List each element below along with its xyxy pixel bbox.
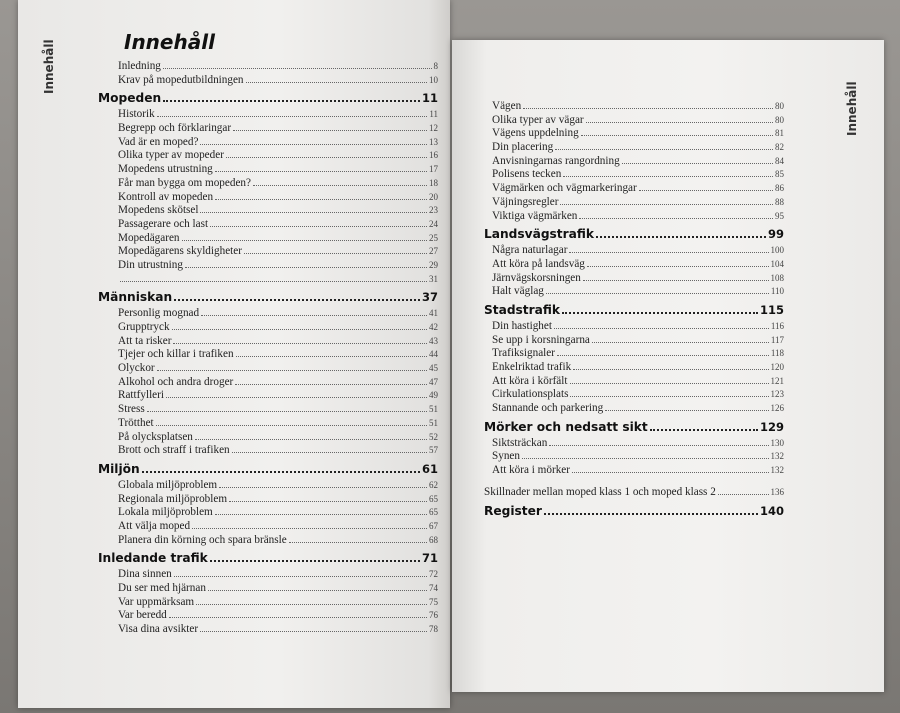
toc-entry (98, 122, 438, 136)
toc-page-number: 11 (421, 91, 438, 106)
toc-entry-label: Skillnader mellan moped klass 1 och moped klass 2 (484, 485, 716, 498)
toc-entry-label: Dina sinnen (118, 568, 172, 581)
dot-leader (581, 135, 773, 136)
toc-entry-label: Mörker och nedsatt sikt (484, 419, 648, 434)
toc-entry (484, 437, 784, 451)
toc-entry-label: Rattfylleri (118, 389, 164, 402)
toc-entry-label: Din utrustning (118, 258, 183, 271)
toc-page-number: 140 (759, 503, 784, 518)
dot-leader (622, 163, 773, 164)
dot-leader (210, 560, 420, 562)
toc-page-number: 74 (429, 583, 438, 593)
toc-entry-label: Mopedägarens skyldigheter (118, 245, 242, 258)
dot-leader (639, 190, 773, 191)
toc-entry-label: Väjningsregler (492, 195, 559, 208)
dot-leader (208, 590, 427, 591)
dot-leader (523, 108, 773, 109)
toc-entry (98, 232, 438, 246)
toc-entry-label: Landsvägstrafik (484, 227, 594, 242)
dot-leader (210, 226, 427, 227)
dot-leader (522, 458, 769, 459)
toc-entry-label: Register (484, 503, 542, 518)
toc-entry (98, 245, 438, 259)
dot-leader (289, 542, 427, 543)
toc-entry (98, 259, 438, 273)
toc-entry-label: Stannande och parkering (492, 402, 604, 415)
toc-entry-label: Inledande trafik (98, 551, 208, 566)
toc-entry (484, 320, 784, 334)
toc-page-number: 75 (429, 596, 438, 607)
toc-entry-label: Vägmärken och vägmarkeringar (492, 182, 637, 195)
toc-entry-label: Människan (98, 290, 173, 305)
toc-entry-label: Planera din körning och spara bränsle (118, 533, 287, 546)
toc-entry-label: Stress (118, 403, 145, 416)
toc-entry-label: Vägen (492, 100, 522, 112)
toc-page-number: 25 (429, 232, 438, 243)
dot-leader (562, 312, 758, 314)
toc-entry (484, 285, 784, 299)
dot-leader (555, 149, 773, 150)
toc-entry (484, 114, 784, 128)
toc-entry (484, 388, 784, 402)
toc-page-number: 13 (429, 136, 438, 147)
toc-entry (98, 204, 438, 218)
toc-entry-label: Inledning (118, 60, 161, 72)
dot-leader (169, 617, 427, 618)
toc-page-number: 62 (429, 479, 438, 490)
toc-entry (98, 177, 438, 191)
toc-entry-label: Synen (492, 450, 520, 463)
toc-entry (98, 479, 438, 493)
toc-entry (484, 334, 784, 348)
toc-entry (484, 168, 784, 182)
toc-entry (98, 362, 438, 376)
toc-page-number: 100 (770, 245, 784, 256)
dot-leader (166, 397, 427, 398)
toc-entry (98, 520, 438, 534)
dot-leader (229, 501, 427, 502)
toc-entry-label: Olyckor (118, 362, 155, 375)
toc-entry-label: Visa dina avsikter (118, 623, 199, 636)
toc-entry-label: Vägens uppdelning (492, 127, 579, 140)
toc-page-number: 68 (429, 534, 438, 545)
toc-entry-label: Miljön (98, 461, 140, 476)
dot-leader (142, 471, 420, 473)
toc-entry-label: Halt väglag (492, 285, 544, 298)
toc-entry-label: Passagerare och last (118, 217, 209, 230)
dot-leader (196, 604, 427, 605)
toc-entry (98, 403, 438, 417)
toc-entry-label: Enkelriktad trafik (492, 361, 572, 373)
toc-page-number: 67 (429, 520, 438, 531)
toc-entry-label: Järnvägskorsningen (492, 271, 581, 284)
toc-entry-label: Grupptryck (118, 321, 170, 333)
toc-page-number: 104 (770, 258, 784, 269)
toc-page-number: 99 (767, 227, 784, 242)
toc-entry (98, 218, 438, 232)
toc-entry (484, 361, 784, 375)
toc-page-number: 76 (429, 610, 438, 621)
toc-entry-label: Din hastighet (492, 319, 552, 332)
toc-entry (98, 417, 438, 431)
toc-page-number: 49 (429, 390, 438, 401)
toc-entry (484, 182, 784, 196)
toc-page-number: 123 (770, 389, 784, 400)
toc-entry-label: Viktiga vägmärken (492, 209, 578, 222)
toc-page-number: 61 (421, 461, 438, 476)
toc-page-number: 80 (775, 114, 784, 125)
toc-page-number: 130 (770, 437, 784, 448)
toc-entry-label: Olika typer av mopeder (118, 149, 224, 162)
toc-entry (484, 258, 784, 272)
toc-entry (484, 244, 784, 258)
dot-leader (157, 370, 427, 371)
toc-page-number: 12 (429, 123, 438, 134)
dot-leader (163, 100, 420, 102)
toc-chapter (98, 89, 438, 108)
dot-leader (226, 157, 427, 158)
toc-page-number: 86 (775, 183, 784, 194)
dot-leader (174, 299, 420, 301)
toc-page-number: 116 (770, 320, 784, 331)
toc-entry-label: Se upp i korsningarna (492, 333, 590, 346)
toc-entry-label: Att köra i körfält (492, 374, 568, 387)
dot-leader (592, 342, 769, 343)
toc-page-number: 132 (770, 451, 784, 462)
toc-page-number: 43 (429, 335, 438, 346)
dot-leader (163, 68, 432, 69)
dot-leader (215, 171, 427, 172)
toc-page-number: 118 (770, 348, 784, 359)
toc-entry (98, 596, 438, 610)
toc-entry (98, 568, 438, 582)
dot-leader (233, 130, 427, 131)
toc-page-number: 51 (429, 417, 438, 428)
toc-page-number: 108 (770, 272, 784, 283)
toc-entry (484, 141, 784, 155)
toc-entry (484, 375, 784, 389)
toc-entry-label: Globala miljöproblem (118, 478, 218, 491)
toc-page-number: 8 (433, 61, 438, 71)
toc-page-number: 126 (770, 403, 784, 414)
toc-entry (484, 402, 784, 416)
toc-page-number: 65 (429, 507, 438, 518)
toc-entry-label: Anvisningarnas rangordning (492, 154, 620, 167)
toc-page-number: 44 (429, 349, 438, 360)
toc-page-number: 80 (775, 101, 784, 111)
toc-entry-label: Får man bygga om mopeden? (118, 176, 251, 189)
dot-leader (236, 356, 427, 357)
toc-entry-label: Regionala miljöproblem (118, 492, 228, 505)
toc-entry (98, 609, 438, 623)
toc-entry (484, 100, 784, 114)
toc-page-number: 81 (775, 128, 784, 139)
toc-entry (98, 506, 438, 520)
toc-entry-label: Att välja moped (118, 519, 191, 532)
toc-entry (98, 348, 438, 362)
dot-leader (554, 328, 769, 329)
toc-entry-label: Mopedägaren (118, 231, 180, 244)
dot-leader (596, 236, 766, 238)
toc-entry (98, 431, 438, 445)
dot-leader (120, 281, 427, 282)
toc-column-right (484, 100, 784, 521)
toc-entry-label: Mopedens utrustning (118, 163, 213, 176)
toc-entry-label: Vad är en moped? (118, 135, 199, 148)
dot-leader (570, 396, 768, 397)
toc-entry (484, 450, 784, 464)
toc-entry-label: Historik (118, 108, 155, 121)
toc-entry (484, 486, 784, 500)
toc-entry-label: Lokala miljöproblem (118, 506, 213, 519)
toc-page-number: 52 (429, 431, 438, 442)
dot-leader (232, 452, 427, 453)
toc-entry (98, 74, 438, 88)
toc-page-number: 16 (429, 150, 438, 161)
dot-leader (182, 240, 427, 241)
toc-page-number: 47 (429, 376, 438, 387)
dot-leader (200, 144, 427, 145)
dot-leader (244, 253, 427, 254)
dot-leader (587, 266, 769, 267)
toc-entry (98, 376, 438, 390)
toc-entry (484, 196, 784, 210)
toc-page-number: 23 (429, 205, 438, 216)
toc-entry-label: Krav på mopedutbildningen (118, 73, 244, 86)
dot-leader (549, 445, 768, 446)
toc-page-number: 18 (429, 177, 438, 188)
toc-page-number: 72 (429, 569, 438, 580)
dot-leader (650, 429, 758, 431)
toc-page-number: 110 (770, 286, 784, 297)
toc-page-number: 117 (770, 334, 784, 345)
dot-leader (185, 267, 427, 268)
side-label-left: Innehåll (42, 39, 56, 94)
toc-page-number: 95 (775, 210, 784, 221)
toc-entry (98, 444, 438, 458)
toc-entry-label: Alkohol och andra droger (118, 375, 234, 388)
toc-entry (98, 273, 438, 287)
toc-page-number: 17 (429, 164, 438, 175)
toc-entry (98, 149, 438, 163)
toc-chapter (484, 301, 784, 320)
dot-leader (583, 280, 769, 281)
toc-entry (484, 272, 784, 286)
toc-page-number: 121 (770, 375, 784, 386)
toc-page-number: 82 (775, 142, 784, 153)
dot-leader (560, 204, 773, 205)
toc-page-number: 129 (759, 419, 784, 434)
toc-entry (98, 307, 438, 321)
toc-entry-label: Kontroll av mopeden (118, 190, 214, 203)
dot-leader (557, 355, 769, 356)
toc-page-number: 37 (421, 290, 438, 305)
dot-leader (235, 384, 427, 385)
dot-leader (173, 343, 427, 344)
toc-entry-label: Trafiksignaler (492, 347, 555, 360)
toc-page-number: 84 (775, 155, 784, 166)
toc-entry (484, 155, 784, 169)
toc-entry (98, 136, 438, 150)
dot-leader (147, 411, 427, 412)
dot-leader (246, 82, 427, 83)
dot-leader (570, 383, 769, 384)
dot-leader (569, 252, 768, 253)
toc-page-number: 10 (429, 74, 438, 85)
toc-entry (98, 582, 438, 596)
dot-leader (546, 293, 769, 294)
dot-leader (586, 122, 773, 123)
toc-entry-label: Mopeden (98, 91, 162, 106)
toc-entry-label: Stadstrafik (484, 302, 561, 317)
toc-entry-label: Var uppmärksam (118, 595, 195, 608)
toc-entry-label: Några naturlagar (492, 244, 568, 257)
toc-page-number: 88 (775, 196, 784, 207)
dot-leader (195, 439, 427, 440)
toc-entry-label: Trötthet (118, 416, 154, 429)
toc-entry (484, 127, 784, 141)
toc-page-number: 41 (429, 308, 438, 319)
toc-chapter (484, 225, 784, 244)
toc-page-number: 11 (429, 109, 438, 120)
toc-entry (98, 389, 438, 403)
dot-leader (544, 513, 758, 515)
toc-entry-label: Siktsträckan (492, 436, 548, 449)
toc-entry (484, 210, 784, 224)
toc-page-number: 45 (429, 363, 438, 374)
dot-leader (192, 528, 427, 529)
toc-entry-label: Mopedens skötsel (118, 204, 199, 217)
dot-leader (200, 631, 427, 632)
dot-leader (156, 425, 427, 426)
dot-leader (174, 576, 427, 577)
toc-chapter (98, 288, 438, 307)
toc-page-number: 29 (429, 259, 438, 270)
dot-leader (215, 199, 427, 200)
toc-page-number: 57 (429, 445, 438, 456)
toc-title: Innehåll (124, 30, 215, 54)
toc-entry-label: Var beredd (118, 609, 167, 622)
dot-leader (172, 329, 427, 330)
toc-entry (98, 60, 438, 74)
toc-entry (484, 464, 784, 478)
dot-leader (200, 212, 427, 213)
toc-entry (98, 163, 438, 177)
toc-entry (98, 191, 438, 205)
dot-leader (579, 218, 773, 219)
toc-entry-label: Polisens tecken (492, 168, 562, 181)
toc-entry-label: Att köra i mörker (492, 464, 570, 477)
toc-chapter (98, 460, 438, 479)
toc-entry-label: Brott och straff i trafiken (118, 444, 230, 457)
toc-page-number: 31 (429, 273, 438, 284)
toc-entry-label: På olycksplatsen (118, 430, 193, 443)
toc-page-number: 136 (770, 486, 784, 497)
toc-page-number: 85 (775, 169, 784, 180)
toc-entry (98, 335, 438, 349)
toc-entry-label: Cirkulationsplats (492, 388, 569, 401)
toc-page-number: 24 (429, 218, 438, 229)
dot-leader (563, 176, 773, 177)
dot-leader (253, 185, 427, 186)
dot-leader (157, 116, 428, 117)
toc-entry-label: Tjejer och killar i trafiken (118, 348, 234, 361)
toc-page-number: 42 (429, 322, 438, 332)
toc-entry (98, 534, 438, 548)
dot-leader (201, 315, 427, 316)
dot-leader (605, 410, 768, 411)
toc-entry-label: Att köra på landsväg (492, 257, 585, 270)
toc-page-number: 115 (759, 302, 784, 317)
toc-chapter (484, 418, 784, 437)
dot-leader (572, 472, 769, 473)
toc-entry-label: Olika typer av vägar (492, 113, 584, 126)
toc-entry-label: Du ser med hjärnan (118, 582, 206, 594)
toc-entry (98, 623, 438, 637)
toc-chapter (98, 549, 438, 568)
toc-column-left (98, 60, 438, 637)
toc-entry (98, 493, 438, 507)
toc-entry-label: Att ta risker (118, 334, 172, 347)
toc-page-number: 51 (429, 404, 438, 415)
toc-page-number: 71 (421, 551, 438, 566)
toc-entry-label: Personlig mognad (118, 307, 200, 320)
dot-leader (573, 369, 768, 370)
toc-entry (484, 347, 784, 361)
toc-entry-label: Din placering (492, 141, 554, 154)
toc-page-number: 27 (429, 246, 438, 257)
toc-entry (98, 321, 438, 335)
toc-page-number: 78 (429, 624, 438, 635)
toc-chapter (484, 502, 784, 521)
toc-page-number: 132 (770, 465, 784, 476)
dot-leader (219, 487, 427, 488)
toc-page-number: 20 (429, 191, 438, 202)
toc-page-number: 65 (429, 493, 438, 504)
side-label-right: Innehåll (845, 81, 859, 136)
toc-entry-label: Begrepp och förklaringar (118, 122, 232, 135)
dot-leader (718, 494, 769, 495)
toc-entry (98, 108, 438, 122)
toc-page-number: 120 (770, 362, 784, 372)
dot-leader (215, 514, 427, 515)
